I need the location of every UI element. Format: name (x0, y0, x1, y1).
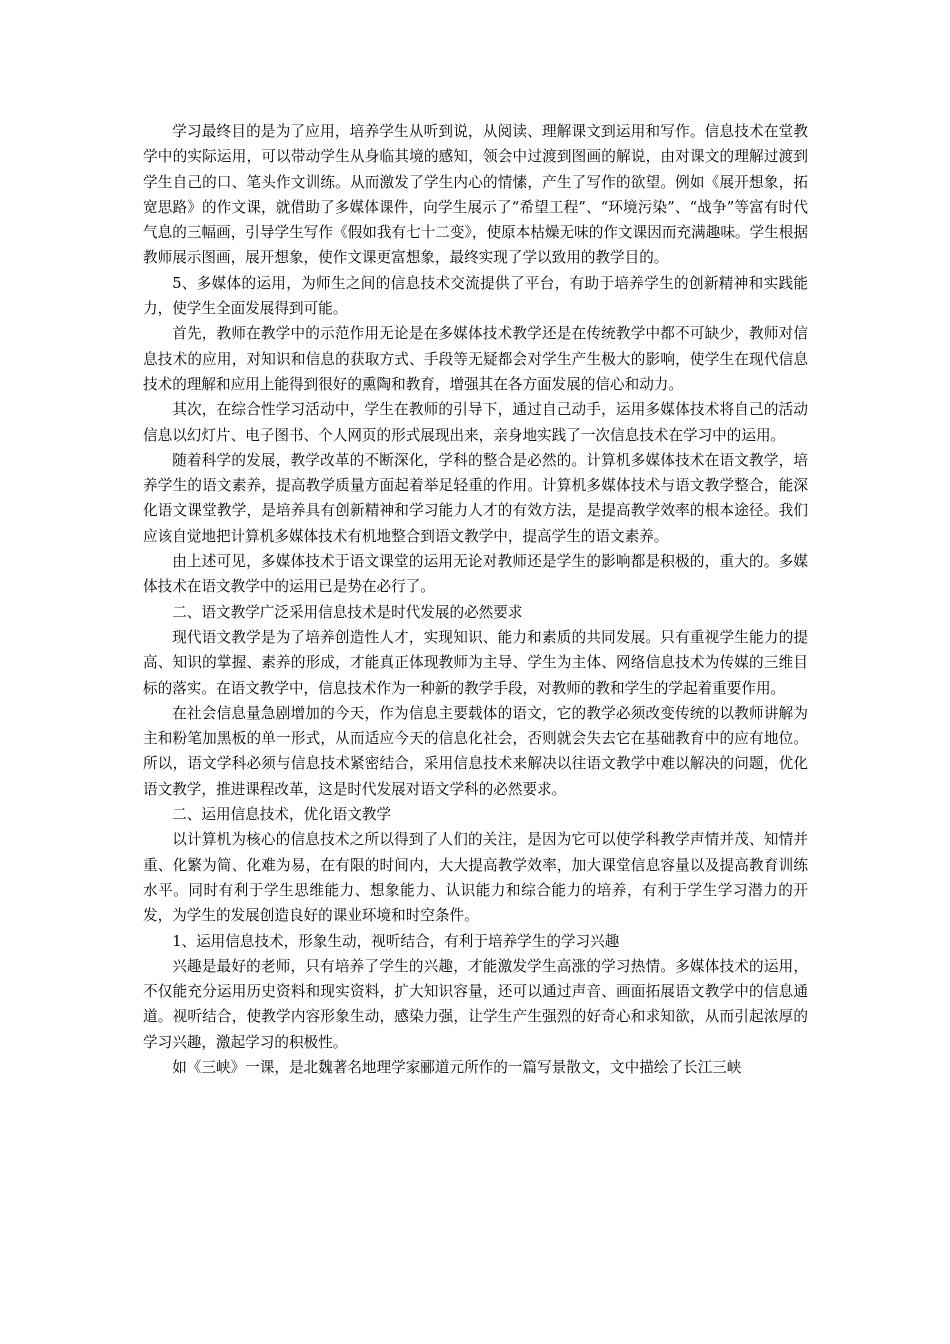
paragraph-2: 5、多媒体的运用，为师生之间的信息技术交流提供了平台，有助于培养学生的创新精神和实践能力，使学生全面发展得到可能。 (143, 274, 808, 318)
paragraph-8: 现代语文教学是为了培养创造性人才，实现知识、能力和素质的共同发展。只有重视学生能力的提高、知识的掌握、素养的形成，才能真正体现教师为主导、学生为主体、网络信息技术为传媒的三维目标的落实。在语文教学中，信息技术作为一种新的教学手段，对教师的教和学生的学起着重要作用。 (143, 628, 808, 697)
paragraph-3: 首先，教师在教学中的示范作用无论是在多媒体技术教学还是在传统教学中都不可缺少，教师对信息技术的应用，对知识和信息的获取方式、手段等无疑都会对学生产生极大的影响，使学生在现代信息技术的理解和应用上能得到很好的熏陶和教育，增强其在各方面发展的信心和动力。 (143, 325, 808, 393)
paragraph-9: 在社会信息量急剧增加的今天，作为信息主要载体的语文，它的教学必须改变传统的以教师讲解为主和粉笔加黑板的单一形式，从而适应今天的信息化社会，否则就会失去它在基础教育中的应有地位。所以，语文学科必须与信息技术紧密结合，采用信息技术来解决以往语文教学中难以解决的问题，优化语文教学，推进课程改革，这是时代发展对语文学科的必然要求。 (143, 704, 808, 798)
paragraph-14: 如《三峡》一课，是北魏著名地理学家郦道元所作的一篇写景散文，文中描绘了长江三峡 (172, 1058, 742, 1076)
section-heading-2b: 二、运用信息技术，优化语文教学 (172, 806, 392, 824)
paragraph-1: 学习最终目的是为了应用，培养学生从听到说，从阅读、理解课文到运用和写作。信息技术在堂教学中的实际运用，可以带动学生从身临其境的感知，领会中过渡到图画的解说，由对课文的理解过渡到学生自己的口、笔头作文训练。从而激发了学生内心的情愫，产生了写作的欲望。例如《展开想象，拓宽思路》的作文课，就借助了多媒体课件，向学生展示了“希望工程”、“环境污染”、“战争”等富有时代气息的三幅画，引导学生写作《假如我有七十二变》，使原本枯燥无味的作文课因而充满趣味。学生根据教师展示图画，展开想象，使作文课更富想象，最终实现了学以致用的教学目的。 (143, 123, 808, 267)
paragraph-6: 由上述可见，多媒体技术于语文课堂的运用无论对教师还是学生的影响都是积极的，重大的。多媒体技术在语文教学中的运用已是势在必行了。 (143, 553, 808, 596)
subsection-heading-1: 1、运用信息技术，形象生动，视听结合，有利于培养学生的学习兴趣 (172, 932, 620, 950)
document-body (143, 119, 808, 1080)
paragraph-11: 以计算机为核心的信息技术之所以得到了人们的关注，是因为它可以使学科教学声情并茂、知情并重、化繁为简、化难为易，在有限的时间内，大大提高教学效率，加大课堂信息容量以及提高教育训练水平。同时有利于学生思维能力、想象能力、认识能力和综合能力的培养，有利于学生学习潜力的开发，为学生的发展创造良好的课业环境和时空条件。 (143, 831, 808, 925)
paragraph-13: 兴趣是最好的老师，只有培养了学生的兴趣，才能激发学生高涨的学习热情。多媒体技术的运用，不仅能充分运用历史资料和现实资料，扩大知识容量，还可以通过声音、画面拓展语文教学中的信息通道。视听结合，使教学内容形象生动，感染力强，让学生产生强烈的好奇心和求知欲，从而引起浓厚的学习兴趣，激起学习的积极性。 (143, 957, 808, 1051)
paragraph-4: 其次，在综合性学习活动中，学生在教师的引导下，通过自己动手，运用多媒体技术将自己的活动信息以幻灯片、电子图书、个人网页的形式展现出来，亲身地实践了一次信息技术在学习中的运用。 (143, 401, 808, 444)
section-heading-2a: 二、语文教学广泛采用信息技术是时代发展的必然要求 (172, 603, 523, 621)
paragraph-5: 随着科学的发展，教学改革的不断深化，学科的整合是必然的。计算机多媒体技术在语文教学，培养学生的语文素养，提高教学质量方面起着举足轻重的作用。计算机多媒体技术与语文教学整合，能深化语文课堂教学，是培养具有创新精神和学习能力人才的有效方法，是提高教学效率的根本途径。我们应该自觉地把计算机多媒体技术有机地整合到语文教学中，提高学生的语文素养。 (143, 451, 808, 545)
